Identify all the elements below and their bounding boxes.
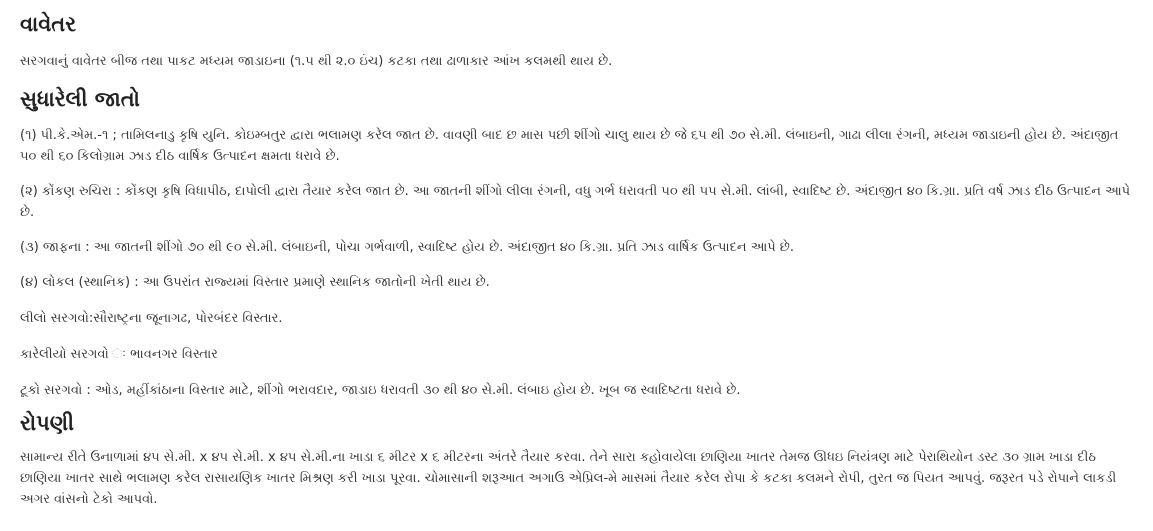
section-heading-ropani: રોપણી	[20, 411, 75, 435]
variety-note-lilo: લીલો સરગવો:સૌરાષ્ટ્રના જૂનાગઢ, પોરબંદર વિસ્તાર.	[20, 311, 283, 326]
variety-item-pkm1: (૧) પી.કે.એમ.-૧ ; તામિલનાડુ કૃષિ યુનિ. કોઇમ્બતુર દ્વારા ભલામણ કરેલ જાત છે. વાવણી બાદ છ માસ પછી શીંગો ચાલુ થાય છે જે ૬૫ થી ૭૦ સે.મી. લંબાઇની, ગાઢા લીલા રંગની, મધ્યમ જાડાઇની હોય છે. અંદાજીત ૫૦ થી ૬૦ કિલોગ્રામ ઝાડ દીઠ વાર્ષિક ઉત્પાદન ક્ષમતા ધરાવે છે.	[20, 128, 1119, 164]
variety-item-jafna: (૩) જાફના : આ જાતની શીંગો ૭૦ થી ૯૦ સે.મી. લંબાઇની, પોચા ગર્ભવાળી, સ્વાદિષ્ટ હોય છે. અંદાજીત ૪૦ કિ.ગ્રા. પ્રતિ ઝાડ વાર્ષિક ઉત્પાદન આપે છે.	[20, 240, 794, 255]
variety-note-kareliyo: કારેલીયો સરગવો ઃ ભાવનગર વિસ્તાર	[20, 347, 218, 362]
variety-item-local: (૪) લોકલ (સ્થાનિક) : આ ઉપરાંત રાજ્યમાં વિસ્તાર પ્રમાણે સ્થાનિક જાતોની ખેતી થાય છે.	[20, 275, 490, 290]
section-heading-sudhareli-jato: સુધારેલી જાતો	[20, 87, 140, 111]
section-heading-vavetar: વાવેતર	[20, 12, 77, 36]
paragraph-ropani: સામાન્ય રીતે ઉનાળામાં ૪૫ સે.મી. x ૪૫ સે.મી. x ૪૫ સે.મી.ના ખાડા ૬ મીટર x ૬ મીટરના અંતરે તૈયાર કરવા. તેને સારા કહોવાયેલા છાણિયા ખાતર તેમજ ઊધઇ નિયંત્રણ માટે પેરાથિયોન ડસ્ટ ૩૦ ગ્રામ ખાડા દીઠ છાણિયા ખાતર સાથે ભલામણ કરેલ રાસાયણિક ખાતર મિશ્રણ કરી ખાડા પૂરવા. ચોમાસાની શરૂઆત અગાઉ એપ્રિલ-મે માસમાં તૈયાર કરેલ રોપા કે કટકા કલમને રોપી, તુરત જ પિયત આપવું. જરૂરત પડે રોપાને લાકડી અગર વાંસનો ટેકો આપવો.	[20, 450, 1117, 507]
variety-item-konkan-ruchira: (૨) કોંકણ રુચિરા : કોંકણ કૃષિ વિધાપીઠ, દાપોલી દ્વારા તૈયાર કરેલ જાત છે. આ જાતની શીંગો લીલા રંગની, વધુ ગર્ભ ધરાવતી ૫૦ થી ૫૫ સે.મી. લાંબી, સ્વાદિષ્ટ છે. અંદાજીત ૪૦ કિ.ગ્રા. પ્રતિ વર્ષ ઝાડ દીઠ ઉત્પાદન આપે છે.	[20, 184, 1131, 220]
paragraph-vavetar: સરગવાનું વાવેતર બીજ તથા પાકટ મધ્યમ જાડાઇના (૧.૫ થી ૨.૦ ઇંચ) કટકા તથા ઢાળાકાર આંખ કલમથી થાય છે.	[20, 54, 613, 69]
variety-note-tuko: ટૂકો સરગવો : ઓડ, મહીંકાંઠાના વિસ્તાર માટે, શીંગો ભરાવદાર, જાડાઇ ધરાવતી ૩૦ થી ૪૦ સે.મી. લંબાઇ હોય છે. ખૂબ જ સ્વાદિષ્ટતા ધરાવે છે.	[20, 383, 741, 398]
